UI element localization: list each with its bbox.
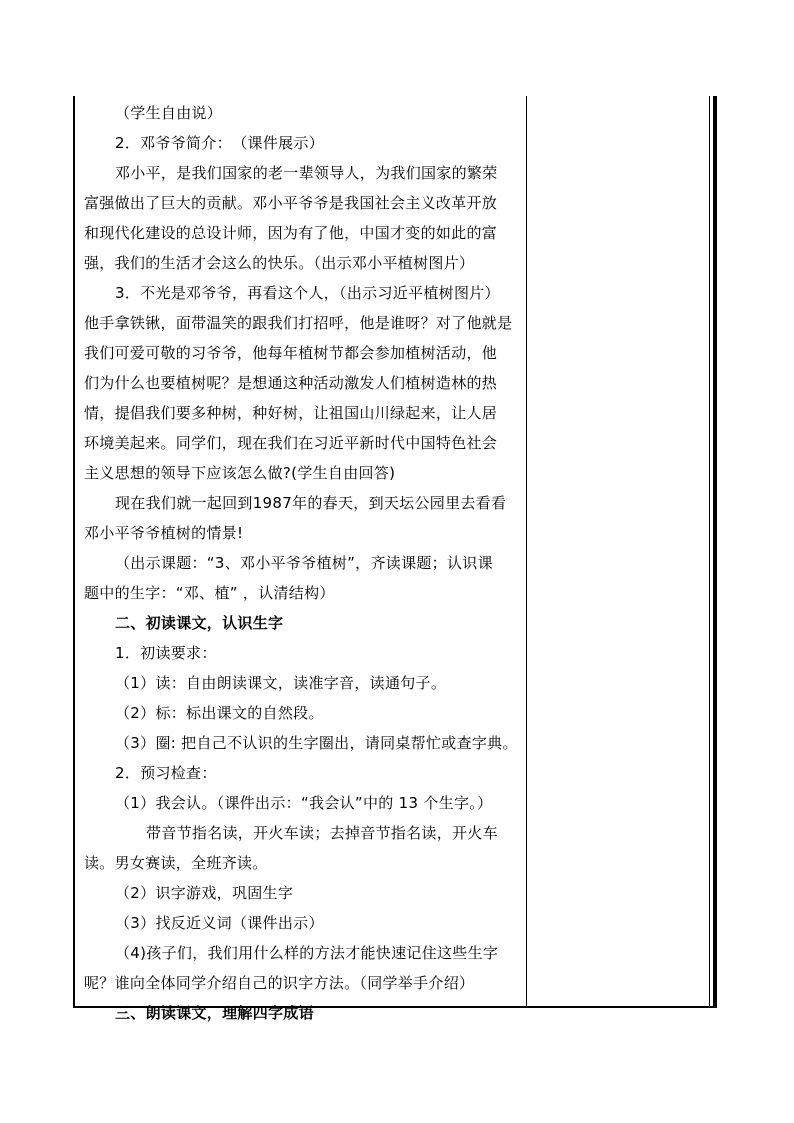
text-line: （出示课题：“3、邓小平爷爷植树”，齐读课题；认识课 [115, 554, 493, 572]
text-line: 2．预习检查： [115, 764, 217, 782]
text-line: 邓小平爷爷植树的情景! [84, 524, 244, 542]
table-column-divider [526, 96, 527, 1008]
notes-cell [528, 98, 708, 1004]
text-line: 富强做出了巨大的贡献。邓小平爷爷是我国社会主义改革开放 [84, 194, 498, 212]
text-line: 环境美起来。同学们，现在我们在习近平新时代中国特色社会 [84, 434, 498, 452]
text-line: 2．邓爷爷简介： （课件展示） [115, 134, 325, 152]
text-line: 我们可爱可敬的习爷爷，他每年植树节都会参加植树活动，他 [84, 344, 498, 362]
text-line: 带音节指名读，开火车读；去掉音节指名读，开火车 [146, 824, 498, 842]
text-line: 主义思想的领导下应该怎么做?(学生自由回答) [84, 464, 396, 482]
text-line: 情，提倡我们要多种树，种好树，让祖国山川绿起来，让人居 [84, 404, 498, 422]
text-line: 强，我们的生活才会这么的快乐。（出示邓小平植树图片） [84, 254, 475, 272]
text-line: 读。男女赛读，全班齐读。 [84, 854, 268, 872]
text-line: 他手拿铁锹，面带温笑的跟我们打招呼，他是谁呀？对了他就是 [84, 314, 513, 332]
text-line: （1）我会认。（课件出示：“我会认”中的 13 个生字。） [115, 794, 493, 812]
text-line: （2）识字游戏，巩固生字 [115, 884, 294, 902]
text-line: （3）找反近义词（课件出示） [115, 914, 324, 932]
text-line: 邓小平，是我们国家的老一辈领导人，为我们国家的繁荣 [115, 164, 498, 182]
table-left-border [73, 96, 75, 1008]
lesson-content-cell [84, 98, 524, 1028]
text-line: （4)孩子们，我们用什么样的方法才能快速记住这些生字 [115, 944, 499, 962]
text-line: 和现代化建设的总设计师，因为有了他，中国才变的如此的富 [84, 224, 498, 242]
text-line: 1．初读要求： [115, 644, 217, 662]
section-heading: 三、朗读课文，理解四字成语 [115, 1004, 314, 1022]
table-right-outer-border [713, 96, 717, 1008]
text-line: 现在我们就一起回到1987年的春天，到天坛公园里去看看 [115, 494, 507, 512]
text-line: （学生自由说） [115, 104, 223, 122]
text-line: （2）标：标出课文的自然段。 [115, 704, 324, 722]
text-line: 们为什么也要植树呢？是想通这种活动激发人们植树造林的热 [84, 374, 498, 392]
table-right-inner-border [709, 96, 710, 1008]
section-heading: 二、初读课文，认识生字 [115, 614, 284, 632]
text-line: 题中的生字：“邓、植” ，认清结构） [84, 584, 335, 602]
text-line: 呢？谁向全体同学介绍自己的识字方法。（同学举手介绍） [84, 974, 475, 992]
text-line: （1）读：自由朗读课文，读准字音，读通句子。 [115, 674, 447, 692]
text-line: 3．不光是邓爷爷，再看这个人，（出示习近平植树图片） [115, 284, 500, 302]
text-line: （3）圈: 把自己不认识的生字圈出，请同桌帮忙或查字典。 [115, 734, 518, 752]
